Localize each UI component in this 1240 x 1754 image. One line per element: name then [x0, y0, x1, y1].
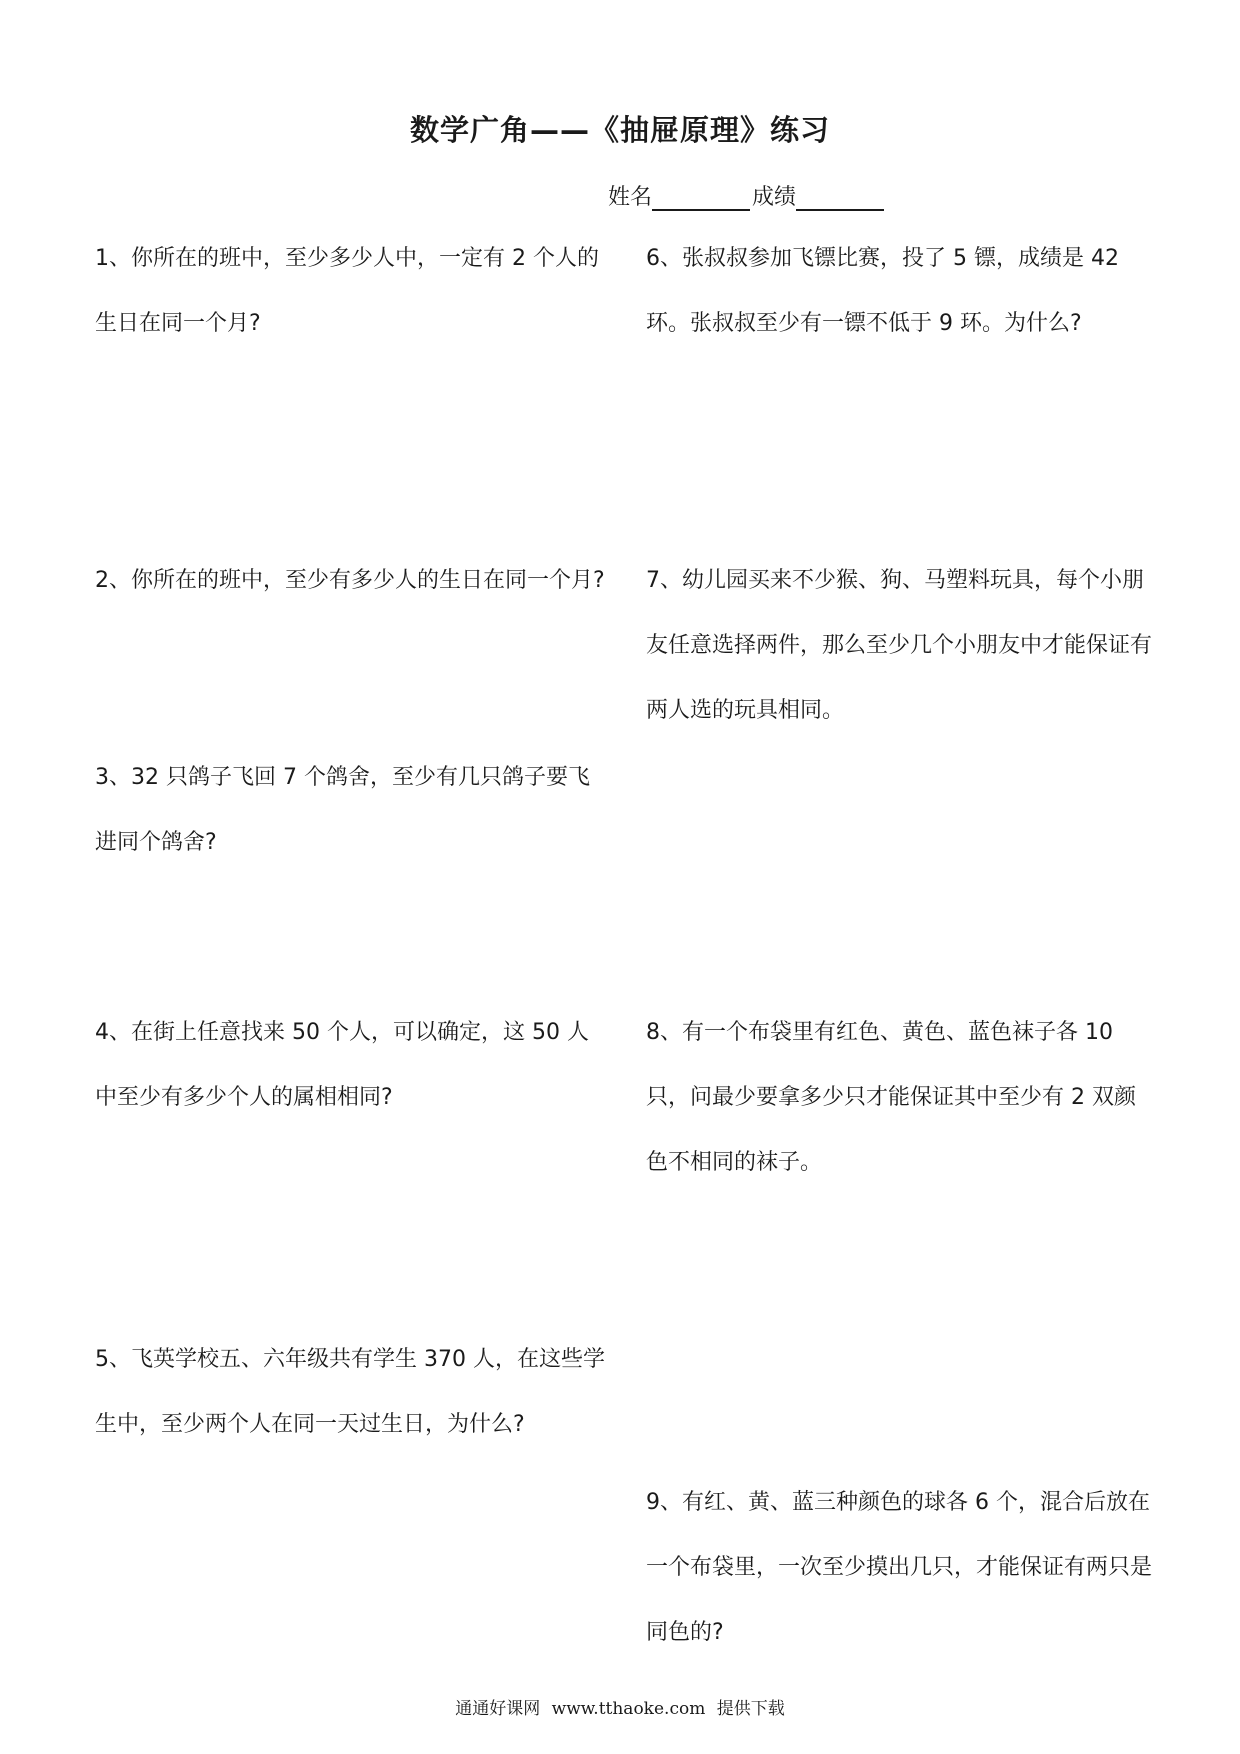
question-2: 2、你所在的班中，至少有多少人的生日在同一个月? [95, 568, 605, 593]
footer-credit: 通通好课网 www.tthaoke.com 提供下载 [455, 1699, 785, 1719]
question-7: 7、幼儿园买来不少猴、狗、马塑料玩具，每个小朋友任意选择两件，那么至少几个小朋友中才能保证有两人选的玩具相同。 [646, 568, 1153, 723]
question-6: 6、张叔叔参加飞镖比赛，投了 5 镖，成绩是 42 环。张叔叔至少有一镖不低于 9 环。为什么? [646, 246, 1119, 336]
score-label: 成绩 [752, 185, 797, 210]
question-3: 3、32 只鸽子飞回 7 个鸽舍，至少有几只鸽子要飞进同个鸽舍? [95, 765, 590, 855]
student-info [608, 180, 886, 211]
question-4: 4、在街上任意找来 50 个人，可以确定，这 50 人中至少有多少个人的属相相同? [95, 1020, 589, 1110]
question-8: 8、有一个布袋里有红色、黄色、蓝色袜子各 10 只，问最少要拿多少只才能保证其中至少有 2 双颜色不相同的袜子。 [646, 1020, 1136, 1175]
question-1: 1、你所在的班中，至少多少人中，一定有 2 个人的生日在同一个月? [95, 246, 599, 336]
score-blank[interactable] [796, 185, 884, 211]
name-blank[interactable] [652, 185, 750, 211]
question-9: 9、有红、黄、蓝三种颜色的球各 6 个，混合后放在一个布袋里，一次至少摸出几只，才能保证有两只是同色的? [646, 1490, 1153, 1645]
worksheet-title: 数学广角——《抽屉原理》练习 [409, 113, 830, 147]
question-5: 5、飞英学校五、六年级共有学生 370 人，在这些学生中，至少两个人在同一天过生日，为什么? [95, 1347, 605, 1437]
name-label: 姓名 [608, 185, 653, 210]
